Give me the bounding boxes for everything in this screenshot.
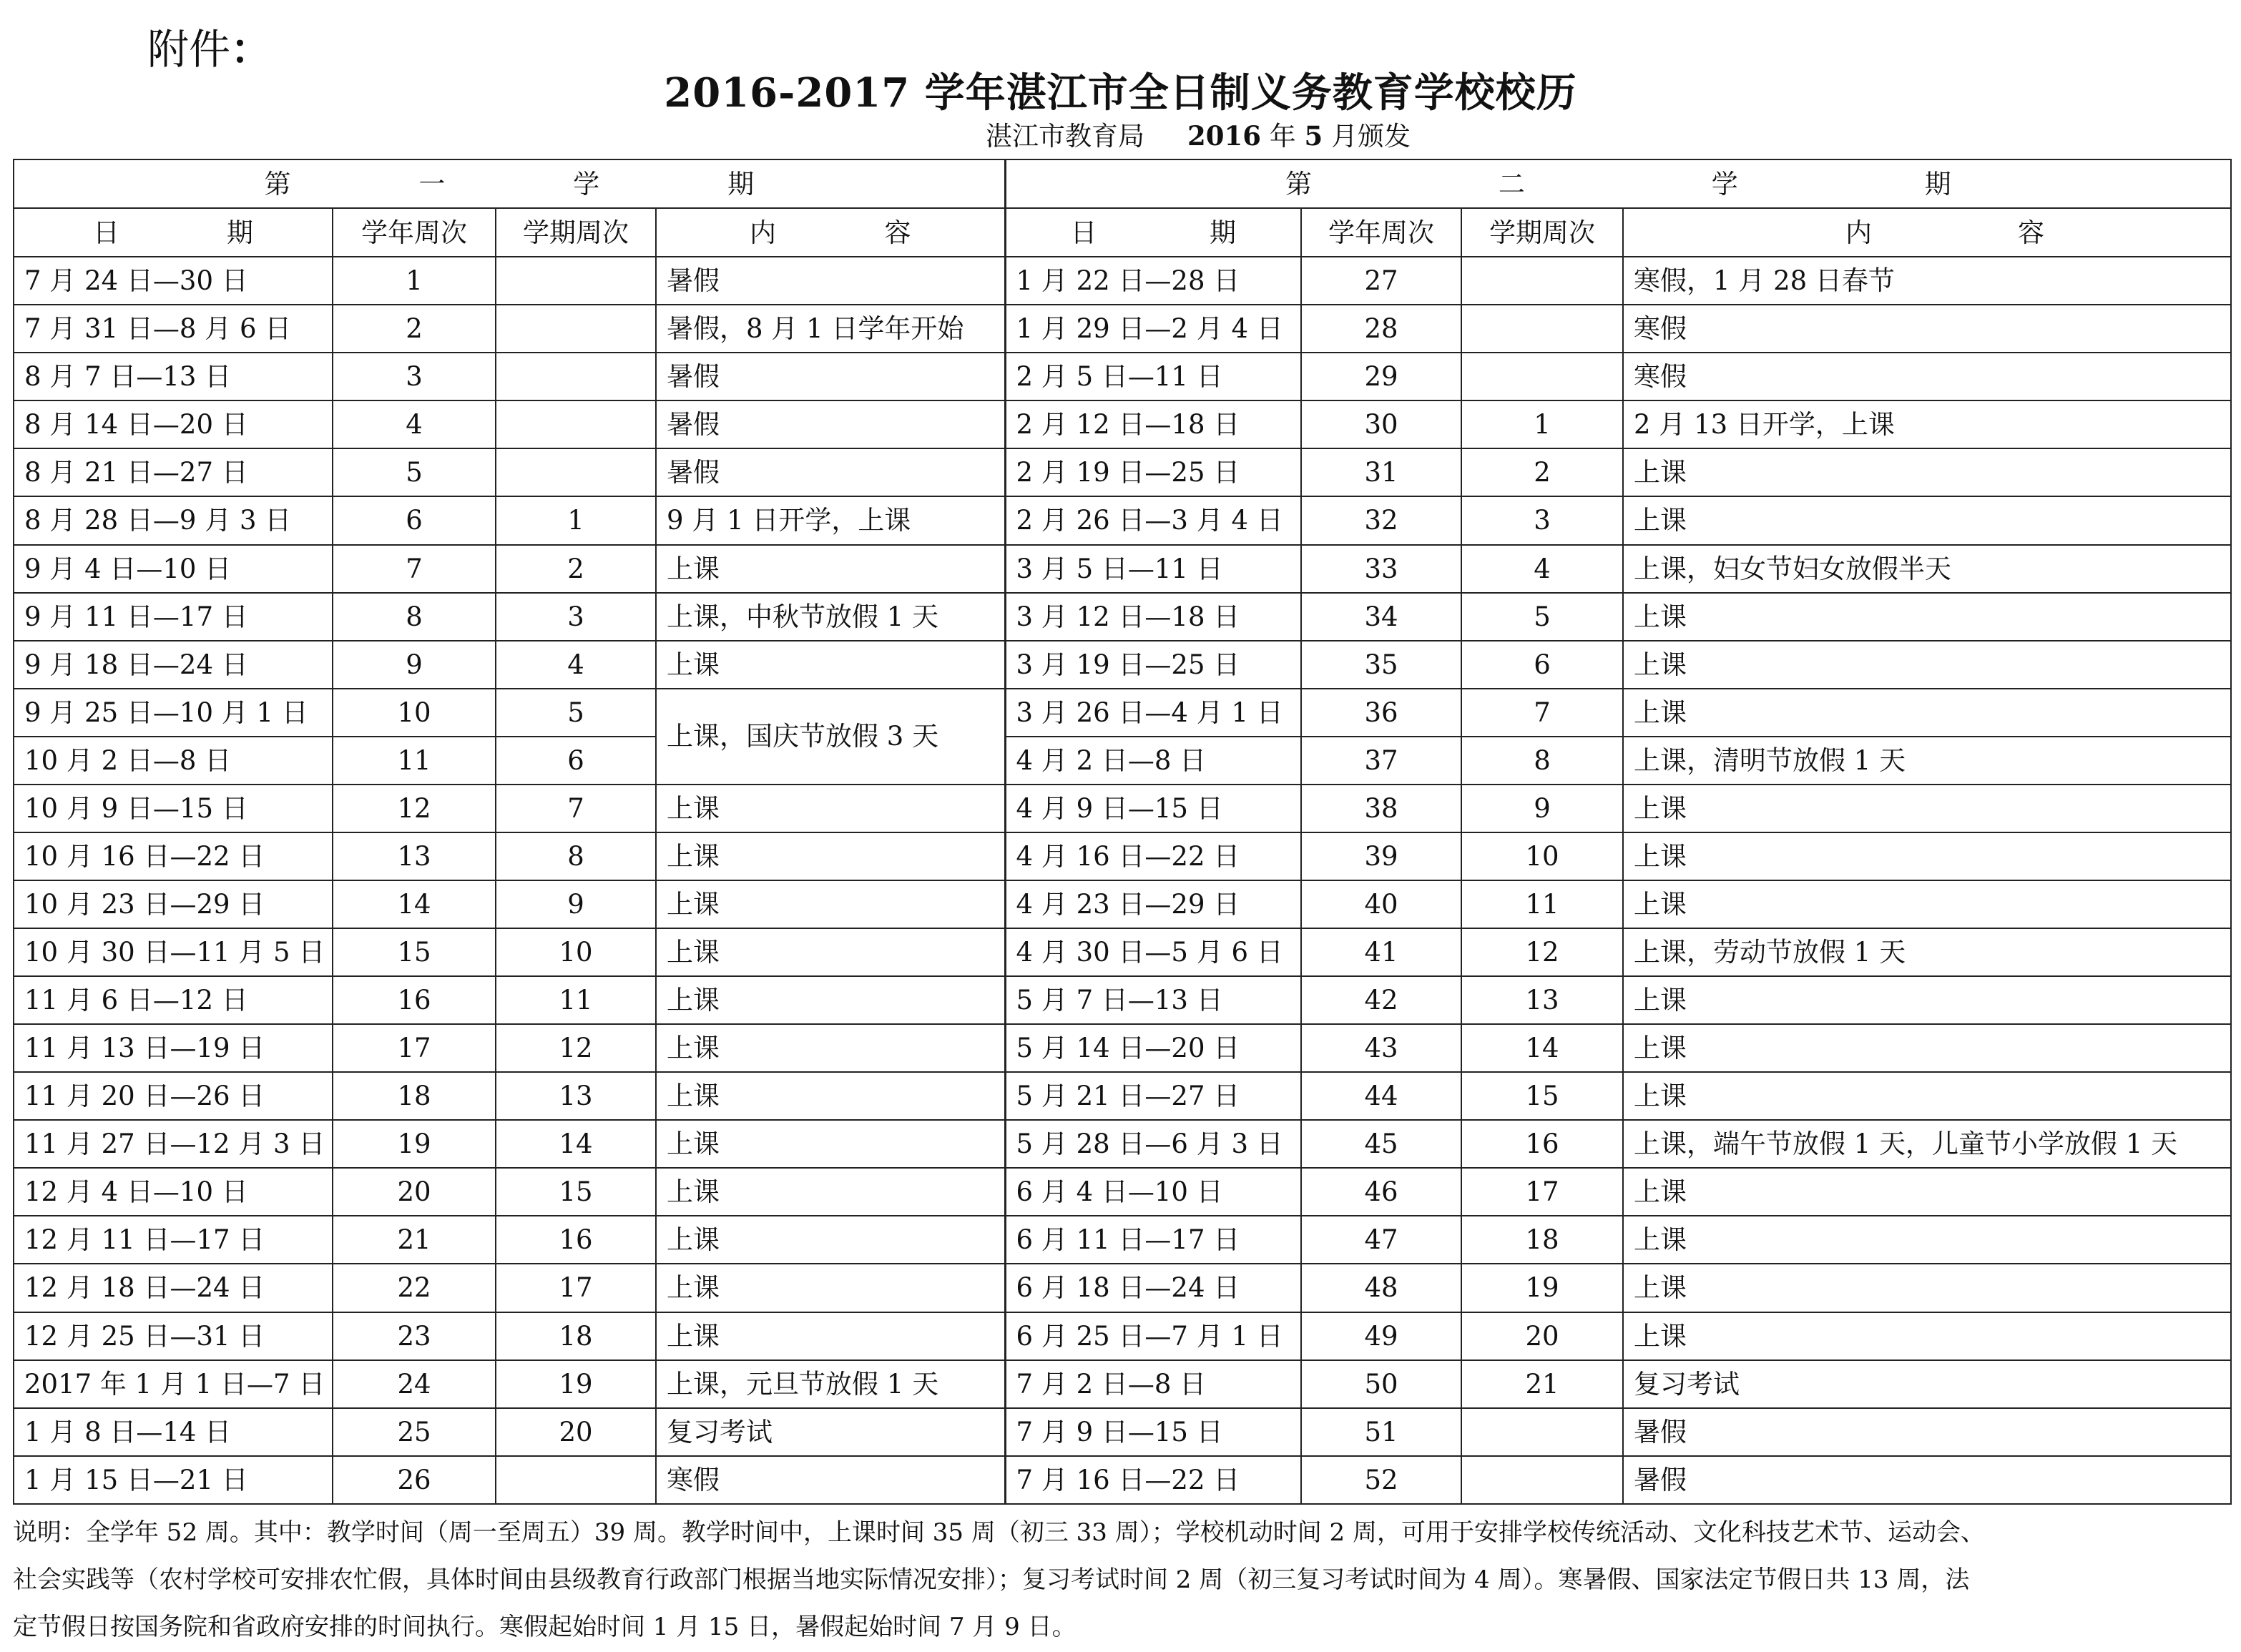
issue-month-suffix: 月颁发 (1331, 121, 1411, 152)
semester2-year-week-cell: 30 (1301, 400, 1461, 448)
col-header-year-week: 学年周次 (333, 208, 496, 257)
semester1-date-cell: 10 月 9 日—15 日 (14, 785, 333, 832)
semester2-content-cell: 上课 (1623, 1312, 2231, 1360)
semester2-year-week-cell: 48 (1301, 1264, 1461, 1312)
semester2-term-week-cell: 8 (1461, 737, 1623, 785)
col-header-date-char: 日 (93, 217, 119, 248)
semester2-content-cell: 暑假 (1623, 1456, 2231, 1504)
semester2-term-week-cell (1461, 1408, 1623, 1456)
semester2-year-week-cell: 45 (1301, 1120, 1461, 1168)
semester1-content-cell: 上课 (656, 785, 1005, 832)
semester2-content-cell: 上课 (1623, 593, 2231, 641)
semester2-content-cell: 上课 (1623, 641, 2231, 689)
table-row (14, 1072, 2231, 1120)
semester1-year-week-cell: 24 (333, 1360, 496, 1408)
semester1-year-week-cell: 17 (333, 1024, 496, 1072)
semester1-year-week-cell: 18 (333, 1072, 496, 1120)
table-row (14, 1408, 2231, 1456)
semester2-term-week-cell: 5 (1461, 593, 1623, 641)
semester2-term-week-cell: 12 (1461, 928, 1623, 976)
semester2-header (1005, 159, 2231, 208)
semester2-year-week-cell: 31 (1301, 448, 1461, 496)
semester1-content-cell: 上课 (656, 832, 1005, 880)
semester1-content-cell: 上课 (656, 928, 1005, 976)
semester1-date-cell: 10 月 23 日—29 日 (14, 880, 333, 928)
semester1-date-cell: 9 月 4 日—10 日 (14, 545, 333, 593)
table-row (14, 496, 2231, 544)
semester2-term-week-cell: 18 (1461, 1216, 1623, 1264)
semester1-year-week-cell: 26 (333, 1456, 496, 1504)
semester1-content-cell: 复习考试 (656, 1408, 1005, 1456)
semester2-year-week-cell: 37 (1301, 737, 1461, 785)
table-row (14, 1168, 2231, 1216)
semester1-date-cell: 9 月 11 日—17 日 (14, 593, 333, 641)
col-header-content (656, 208, 1005, 257)
semester1-term-week-cell (496, 353, 656, 400)
semester1-content-cell: 9 月 1 日开学，上课 (656, 496, 1005, 544)
semester2-date-cell: 2 月 12 日—18 日 (1005, 400, 1301, 448)
semester-header-row (14, 159, 2231, 208)
semester2-content-cell: 上课 (1623, 448, 2231, 496)
semester2-term-week-cell (1461, 305, 1623, 353)
semester1-term-week-cell: 7 (496, 785, 656, 832)
table-row (14, 353, 2231, 400)
semester1-term-week-cell: 18 (496, 1312, 656, 1360)
table-row (14, 593, 2231, 641)
col-header-date-char: 期 (227, 217, 253, 248)
semester1-term-week-cell: 1 (496, 496, 656, 544)
semester2-term-week-cell: 6 (1461, 641, 1623, 689)
semester1-term-week-cell: 17 (496, 1264, 656, 1312)
semester1-date-cell: 11 月 6 日—12 日 (14, 976, 333, 1024)
semester2-header-char: 第 (1285, 168, 1312, 200)
explanatory-note (13, 1509, 2223, 1651)
semester1-content-cell: 上课，元旦节放假 1 天 (656, 1360, 1005, 1408)
semester1-term-week-cell: 16 (496, 1216, 656, 1264)
semester2-content-cell: 上课 (1623, 1168, 2231, 1216)
page-title: 2016-2017 学年湛江市全日制义务教育学校校历 (664, 69, 1577, 117)
semester1-content-cell: 上课 (656, 976, 1005, 1024)
semester1-content-cell: 上课 (656, 1264, 1005, 1312)
semester1-term-week-cell: 14 (496, 1120, 656, 1168)
semester1-content-cell: 上课 (656, 1072, 1005, 1120)
semester1-year-week-cell: 5 (333, 448, 496, 496)
semester2-content-cell: 上课 (1623, 880, 2231, 928)
subtitle (986, 114, 1411, 153)
semester2-date-cell: 7 月 9 日—15 日 (1005, 1408, 1301, 1456)
semester2-date-cell: 4 月 2 日—8 日 (1005, 737, 1301, 785)
semester1-content-cell: 上课 (656, 1120, 1005, 1168)
semester2-term-week-cell: 13 (1461, 976, 1623, 1024)
attachment-label-text: 附件 (147, 25, 231, 74)
semester2-date-cell: 5 月 14 日—20 日 (1005, 1024, 1301, 1072)
semester1-year-week-cell: 25 (333, 1408, 496, 1456)
semester2-term-week-cell (1461, 353, 1623, 400)
semester2-date-cell: 6 月 4 日—10 日 (1005, 1168, 1301, 1216)
table-row (14, 928, 2231, 976)
semester1-date-cell: 10 月 30 日—11 月 5 日 (14, 928, 333, 976)
semester1-content-cell: 上课 (656, 1168, 1005, 1216)
semester1-content-cell: 寒假 (656, 1456, 1005, 1504)
semester2-year-week-cell: 29 (1301, 353, 1461, 400)
semester2-year-week-cell: 28 (1301, 305, 1461, 353)
semester2-year-week-cell: 49 (1301, 1312, 1461, 1360)
semester2-term-week-cell: 21 (1461, 1360, 1623, 1408)
table-row (14, 737, 2231, 785)
semester2-date-cell: 2 月 26 日—3 月 4 日 (1005, 496, 1301, 544)
semester2-term-week-cell: 2 (1461, 448, 1623, 496)
semester2-year-week-cell: 42 (1301, 976, 1461, 1024)
semester1-date-cell: 11 月 13 日—19 日 (14, 1024, 333, 1072)
semester2-date-cell: 1 月 29 日—2 月 4 日 (1005, 305, 1301, 353)
semester2-date-cell: 2 月 5 日—11 日 (1005, 353, 1301, 400)
table-row (14, 305, 2231, 353)
semester2-term-week-cell: 10 (1461, 832, 1623, 880)
table-row (14, 1312, 2231, 1360)
semester2-date-cell: 7 月 16 日—22 日 (1005, 1456, 1301, 1504)
semester1-year-week-cell: 1 (333, 257, 496, 305)
semester2-content-cell: 上课 (1623, 785, 2231, 832)
table-row (14, 1024, 2231, 1072)
semester1-year-week-cell: 10 (333, 689, 496, 737)
semester2-date-cell: 3 月 26 日—4 月 1 日 (1005, 689, 1301, 737)
table-row (14, 400, 2231, 448)
semester2-year-week-cell: 44 (1301, 1072, 1461, 1120)
table-row (14, 1456, 2231, 1504)
semester2-year-week-cell: 41 (1301, 928, 1461, 976)
semester1-date-cell: 12 月 4 日—10 日 (14, 1168, 333, 1216)
semester2-date-cell: 6 月 18 日—24 日 (1005, 1264, 1301, 1312)
semester1-year-week-cell: 8 (333, 593, 496, 641)
semester1-header-char: 第 (264, 168, 291, 200)
semester2-content-cell: 复习考试 (1623, 1360, 2231, 1408)
semester1-date-cell: 12 月 18 日—24 日 (14, 1264, 333, 1312)
table-row (14, 1360, 2231, 1408)
table-row (14, 832, 2231, 880)
table-row (14, 1216, 2231, 1264)
school-calendar-table (13, 159, 2232, 1505)
semester2-term-week-cell: 15 (1461, 1072, 1623, 1120)
semester1-date-cell: 7 月 31 日—8 月 6 日 (14, 305, 333, 353)
semester1-year-week-cell: 14 (333, 880, 496, 928)
semester1-date-cell: 8 月 14 日—20 日 (14, 400, 333, 448)
semester2-date-cell: 3 月 19 日—25 日 (1005, 641, 1301, 689)
semester1-content-cell: 上课，中秋节放假 1 天 (656, 593, 1005, 641)
note-line: 定节假日按国务院和省政府安排的时间执行。寒假起始时间 1 月 15 日，暑假起始时间 7 月 9 日。 (13, 1613, 1077, 1641)
semester1-date-cell: 10 月 2 日—8 日 (14, 737, 333, 785)
semester1-term-week-cell: 15 (496, 1168, 656, 1216)
issue-month: 5 (1304, 120, 1323, 152)
table-row (14, 880, 2231, 928)
semester1-year-week-cell: 7 (333, 545, 496, 593)
semester1-term-week-cell: 2 (496, 545, 656, 593)
semester2-content-cell: 上课 (1623, 1024, 2231, 1072)
semester1-content-cell: 暑假，8 月 1 日学年开始 (656, 305, 1005, 353)
semester1-year-week-cell: 20 (333, 1168, 496, 1216)
semester1-year-week-cell: 12 (333, 785, 496, 832)
semester1-date-cell: 11 月 27 日—12 月 3 日 (14, 1120, 333, 1168)
semester1-term-week-cell: 12 (496, 1024, 656, 1072)
table-row (14, 1264, 2231, 1312)
semester1-year-week-cell: 9 (333, 641, 496, 689)
semester1-term-week-cell (496, 400, 656, 448)
semester1-content-cell: 上课，国庆节放假 3 天 (656, 689, 1005, 785)
semester2-year-week-cell: 46 (1301, 1168, 1461, 1216)
semester1-date-cell: 10 月 16 日—22 日 (14, 832, 333, 880)
semester2-date-cell: 4 月 9 日—15 日 (1005, 785, 1301, 832)
semester1-year-week-cell: 2 (333, 305, 496, 353)
semester2-content-cell: 上课 (1623, 1216, 2231, 1264)
semester2-date-cell: 7 月 2 日—8 日 (1005, 1360, 1301, 1408)
table-row (14, 257, 2231, 305)
table-row (14, 785, 2231, 832)
semester1-term-week-cell: 13 (496, 1072, 656, 1120)
semester1-year-week-cell: 23 (333, 1312, 496, 1360)
semester1-date-cell: 12 月 11 日—17 日 (14, 1216, 333, 1264)
semester2-year-week-cell: 38 (1301, 785, 1461, 832)
semester1-date-cell: 9 月 25 日—10 月 1 日 (14, 689, 333, 737)
semester2-year-week-cell: 33 (1301, 545, 1461, 593)
semester1-term-week-cell: 11 (496, 976, 656, 1024)
semester1-term-week-cell: 10 (496, 928, 656, 976)
semester1-year-week-cell: 4 (333, 400, 496, 448)
issue-year: 2016 (1187, 120, 1261, 152)
semester1-term-week-cell (496, 1456, 656, 1504)
semester2-date-cell: 5 月 21 日—27 日 (1005, 1072, 1301, 1120)
semester2-year-week-cell: 52 (1301, 1456, 1461, 1504)
semester2-term-week-cell: 9 (1461, 785, 1623, 832)
semester2-content-cell: 上课 (1623, 496, 2231, 544)
semester2-date-cell: 4 月 23 日—29 日 (1005, 880, 1301, 928)
semester1-year-week-cell: 22 (333, 1264, 496, 1312)
semester2-date-cell: 2 月 19 日—25 日 (1005, 448, 1301, 496)
semester2-content-cell: 上课 (1623, 976, 2231, 1024)
semester2-year-week-cell: 27 (1301, 257, 1461, 305)
semester2-date-cell: 4 月 30 日—5 月 6 日 (1005, 928, 1301, 976)
semester1-date-cell: 7 月 24 日—30 日 (14, 257, 333, 305)
semester1-date-cell: 9 月 18 日—24 日 (14, 641, 333, 689)
semester2-term-week-cell: 14 (1461, 1024, 1623, 1072)
semester2-year-week-cell: 39 (1301, 832, 1461, 880)
col-header-content-char: 内 (1845, 217, 1872, 248)
issue-date (1187, 121, 1411, 152)
semester2-term-week-cell: 17 (1461, 1168, 1623, 1216)
semester1-term-week-cell: 3 (496, 593, 656, 641)
semester2-term-week-cell: 3 (1461, 496, 1623, 544)
semester1-year-week-cell: 6 (333, 496, 496, 544)
semester1-date-cell: 11 月 20 日—26 日 (14, 1072, 333, 1120)
semester2-content-cell: 上课，劳动节放假 1 天 (1623, 928, 2231, 976)
semester2-content-cell: 上课 (1623, 1072, 2231, 1120)
semester2-term-week-cell: 16 (1461, 1120, 1623, 1168)
semester2-date-cell: 3 月 5 日—11 日 (1005, 545, 1301, 593)
semester1-content-cell: 暑假 (656, 257, 1005, 305)
semester2-date-cell: 4 月 16 日—22 日 (1005, 832, 1301, 880)
semester1-date-cell: 8 月 21 日—27 日 (14, 448, 333, 496)
semester1-year-week-cell: 19 (333, 1120, 496, 1168)
semester1-year-week-cell: 11 (333, 737, 496, 785)
semester2-year-week-cell: 32 (1301, 496, 1461, 544)
semester1-year-week-cell: 16 (333, 976, 496, 1024)
semester1-content-cell: 暑假 (656, 448, 1005, 496)
semester2-content-cell: 2 月 13 日开学，上课 (1623, 400, 2231, 448)
semester2-term-week-cell: 1 (1461, 400, 1623, 448)
calendar-body (14, 159, 2231, 1504)
col-header-content-char: 容 (2018, 217, 2044, 248)
table-row (14, 641, 2231, 689)
semester1-header-char: 期 (727, 168, 755, 200)
semester1-term-week-cell (496, 305, 656, 353)
col-header-content-char: 内 (750, 217, 776, 248)
semester1-term-week-cell: 4 (496, 641, 656, 689)
semester2-date-cell: 3 月 12 日—18 日 (1005, 593, 1301, 641)
semester2-term-week-cell (1461, 1456, 1623, 1504)
semester2-year-week-cell: 50 (1301, 1360, 1461, 1408)
semester2-content-cell: 上课，妇女节妇女放假半天 (1623, 545, 2231, 593)
col-header-content-char: 容 (884, 217, 911, 248)
semester2-year-week-cell: 40 (1301, 880, 1461, 928)
semester2-header-char: 二 (1498, 168, 1525, 200)
semester1-content-cell: 上课 (656, 1216, 1005, 1264)
semester2-year-week-cell: 47 (1301, 1216, 1461, 1264)
semester2-term-week-cell (1461, 257, 1623, 305)
semester2-year-week-cell: 43 (1301, 1024, 1461, 1072)
table-row (14, 448, 2231, 496)
semester2-content-cell: 上课 (1623, 832, 2231, 880)
semester1-header (14, 159, 1005, 208)
semester1-term-week-cell: 8 (496, 832, 656, 880)
table-row (14, 689, 2231, 737)
semester1-year-week-cell: 21 (333, 1216, 496, 1264)
semester2-year-week-cell: 35 (1301, 641, 1461, 689)
semester1-content-cell: 上课 (656, 545, 1005, 593)
semester1-date-cell: 8 月 28 日—9 月 3 日 (14, 496, 333, 544)
col-header-date (1005, 208, 1301, 257)
semester1-term-week-cell: 19 (496, 1360, 656, 1408)
issue-year-suffix: 年 (1269, 121, 1296, 152)
note-line: 社会实践等（农村学校可安排农忙假，具体时间由县级教育行政部门根据当地实际情况安排）；复习考试时间 2 周（初三复习考试时间为 4 周）。寒暑假、国家法定节假日共 13 周，法 (13, 1565, 1970, 1594)
table-row (14, 1120, 2231, 1168)
col-header-term-week: 学期周次 (496, 208, 656, 257)
column-header-row (14, 208, 2231, 257)
semester2-date-cell: 6 月 11 日—17 日 (1005, 1216, 1301, 1264)
semester2-term-week-cell: 7 (1461, 689, 1623, 737)
semester2-date-cell: 5 月 28 日—6 月 3 日 (1005, 1120, 1301, 1168)
semester1-date-cell: 8 月 7 日—13 日 (14, 353, 333, 400)
semester1-content-cell: 暑假 (656, 400, 1005, 448)
semester1-year-week-cell: 15 (333, 928, 496, 976)
col-header-content (1623, 208, 2231, 257)
semester1-term-week-cell (496, 257, 656, 305)
semester1-term-week-cell: 6 (496, 737, 656, 785)
semester2-date-cell: 5 月 7 日—13 日 (1005, 976, 1301, 1024)
semester1-term-week-cell: 5 (496, 689, 656, 737)
semester1-content-cell: 上课 (656, 641, 1005, 689)
semester2-year-week-cell: 51 (1301, 1408, 1461, 1456)
semester1-content-cell: 上课 (656, 1024, 1005, 1072)
col-header-date-char: 日 (1070, 217, 1097, 248)
issuer: 湛江市教育局 (986, 121, 1144, 152)
semester1-header-char: 学 (573, 168, 600, 200)
semester1-content-cell: 暑假 (656, 353, 1005, 400)
table-row (14, 976, 2231, 1024)
semester1-content-cell: 上课 (656, 880, 1005, 928)
semester2-year-week-cell: 36 (1301, 689, 1461, 737)
semester2-header-char: 学 (1711, 168, 1738, 200)
semester2-term-week-cell: 20 (1461, 1312, 1623, 1360)
semester2-term-week-cell: 19 (1461, 1264, 1623, 1312)
semester1-content-cell: 上课 (656, 1312, 1005, 1360)
col-header-term-week: 学期周次 (1461, 208, 1623, 257)
semester1-date-cell: 12 月 25 日—31 日 (14, 1312, 333, 1360)
attachment-colon: ： (230, 25, 273, 74)
semester1-year-week-cell: 3 (333, 353, 496, 400)
semester1-year-week-cell: 13 (333, 832, 496, 880)
semester2-content-cell: 寒假 (1623, 353, 2231, 400)
semester2-content-cell: 上课，清明节放假 1 天 (1623, 737, 2231, 785)
semester2-content-cell: 寒假，1 月 28 日春节 (1623, 257, 2231, 305)
semester2-content-cell: 暑假 (1623, 1408, 2231, 1456)
semester1-date-cell: 1 月 8 日—14 日 (14, 1408, 333, 1456)
semester2-content-cell: 寒假 (1623, 305, 2231, 353)
col-header-date (14, 208, 333, 257)
semester2-term-week-cell: 4 (1461, 545, 1623, 593)
semester2-content-cell: 上课，端午节放假 1 天，儿童节小学放假 1 天 (1623, 1120, 2231, 1168)
semester2-header-char: 期 (1924, 168, 1951, 200)
col-header-year-week: 学年周次 (1301, 208, 1461, 257)
semester2-content-cell: 上课 (1623, 1264, 2231, 1312)
semester1-term-week-cell (496, 448, 656, 496)
table-row (14, 545, 2231, 593)
semester2-term-week-cell: 11 (1461, 880, 1623, 928)
semester1-header-char: 一 (418, 168, 446, 200)
semester2-date-cell: 6 月 25 日—7 月 1 日 (1005, 1312, 1301, 1360)
note-line: 说明：全学年 52 周。其中：教学时间（周一至周五）39 周。教学时间中，上课时间 35 周（初三 33 周）；学校机动时间 2 周，可用于安排学校传统活动、文化科技艺术节、运动会、 (13, 1518, 1985, 1547)
semester2-date-cell: 1 月 22 日—28 日 (1005, 257, 1301, 305)
semester1-term-week-cell: 9 (496, 880, 656, 928)
semester1-term-week-cell: 20 (496, 1408, 656, 1456)
col-header-date-char: 期 (1210, 217, 1236, 248)
semester1-date-cell: 1 月 15 日—21 日 (14, 1456, 333, 1504)
semester1-date-cell: 2017 年 1 月 1 日—7 日 (14, 1360, 333, 1408)
semester2-year-week-cell: 34 (1301, 593, 1461, 641)
semester2-content-cell: 上课 (1623, 689, 2231, 737)
